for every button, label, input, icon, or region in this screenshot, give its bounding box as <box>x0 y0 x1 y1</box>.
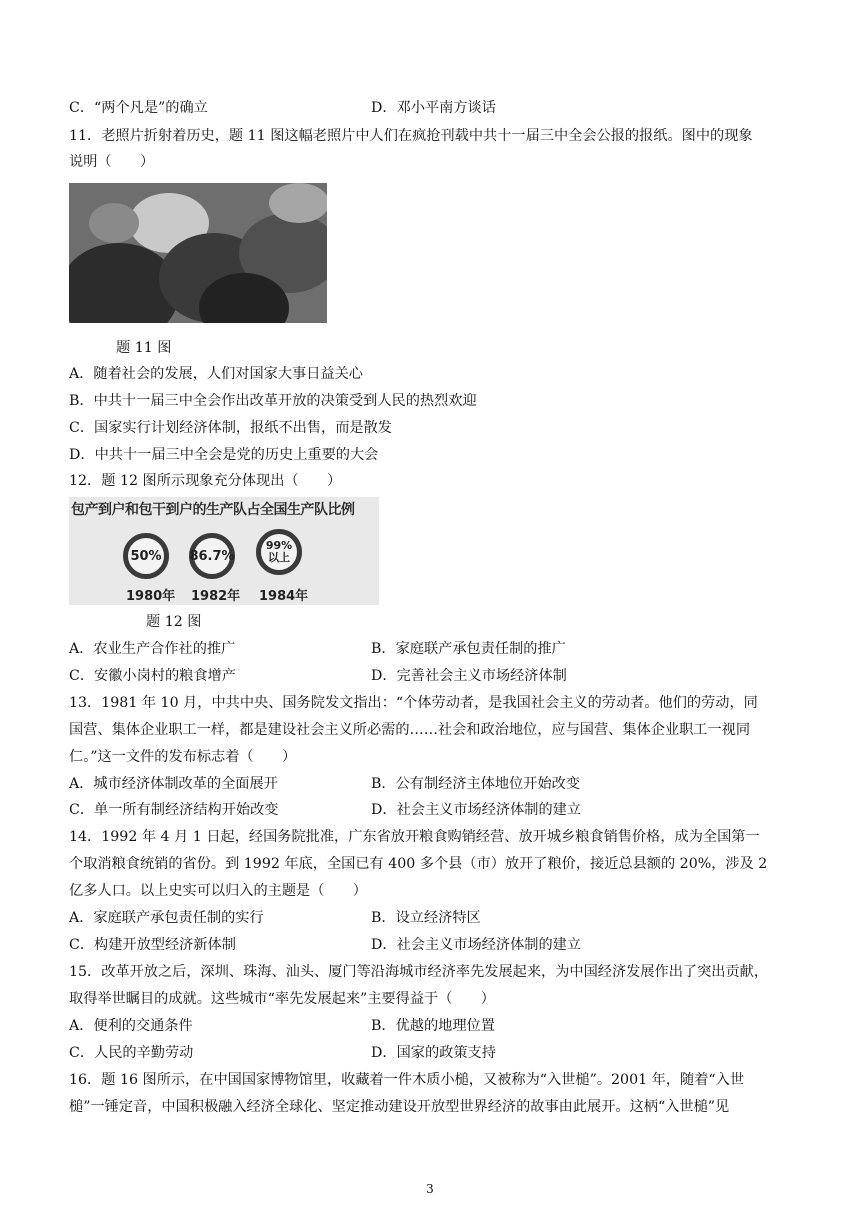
q13-option-c: C．单一所有制经济结构开始改变 <box>69 802 279 818</box>
q14-option-c: C．构建开放型经济新体制 <box>69 937 236 953</box>
chart-value-label-top: 99% <box>265 539 293 552</box>
q11-stem-line1: 11．老照片折射着历史，题 11 图这幅老照片中人们在疯抢刊载中共十一届三中全会公报的报纸。图中的现象 <box>69 128 753 144</box>
q10-option-d: D．邓小平南方谈话 <box>371 100 496 116</box>
q15-option-d: D．国家的政策支持 <box>371 1045 496 1061</box>
q15-option-c: C．人民的辛勤劳动 <box>69 1045 194 1061</box>
q15-stem-line2: 取得举世瞩目的成就。这些城市“率先发展起来”主要得益于（ ） <box>69 991 495 1007</box>
q11-figure-caption: 题 11 图 <box>116 340 172 356</box>
q12-figure-caption: 题 12 图 <box>146 614 202 630</box>
chart-title: 包产到户和包干到户的生产队占全国生产队比例 <box>71 502 355 518</box>
q13-option-b: B．公有制经济主体地位开始改变 <box>371 776 581 792</box>
chart-year-label: 1980年 <box>126 589 176 604</box>
q14-option-d: D．社会主义市场经济体制的建立 <box>371 937 582 953</box>
chart-value-label: 50% <box>130 548 162 564</box>
chart-value-label-bottom: 以上 <box>268 551 290 564</box>
q11-option-b: B．中共十一届三中全会作出改革开放的决策受到人民的热烈欢迎 <box>69 393 477 409</box>
q16-stem-line2: 槌”一锤定音，中国积极融入经济全球化、坚定推动建设开放型世界经济的故事由此展开。这柄“入世槌”见 <box>69 1099 730 1115</box>
q11-option-c: C．国家实行计划经济体制，报纸不出售，而是散发 <box>69 420 392 436</box>
q12-ratio-chart <box>69 497 379 605</box>
q12-option-a: A．农业生产合作社的推广 <box>69 641 236 657</box>
q11-historical-photo <box>69 183 327 323</box>
chart-year-label: 1984年 <box>259 589 309 604</box>
q14-option-b: B．设立经济特区 <box>371 910 481 926</box>
q12-option-d: D．完善社会主义市场经济体制 <box>371 668 567 684</box>
q15-option-a: A．便利的交通条件 <box>69 1018 193 1034</box>
q13-stem-line2: 国营、集体企业职工一样，都是建设社会主义所必需的……社会和政治地位，应与国营、集体企业职工一视同 <box>69 722 751 738</box>
q16-stem-line1: 16．题 16 图所示，在中国国家博物馆里，收藏着一件木质小槌，又被称为“入世槌”。2001 年，随着“入世 <box>69 1072 745 1088</box>
q11-stem-line2: 说明（ ） <box>69 154 155 170</box>
page-number: 3 <box>426 1182 434 1196</box>
chart-year-label: 1982年 <box>191 589 241 604</box>
chart-ring-1980 <box>123 533 169 579</box>
q11-option-d: D．中共十一届三中全会是党的历史上重要的大会 <box>69 447 379 463</box>
q13-option-a: A．城市经济体制改革的全面展开 <box>69 776 278 792</box>
q14-stem-line1: 14．1992 年 4 月 1 日起，经国务院批准，广东省放开粮食购销经营、放开城乡粮食销售价格，成为全国第一 <box>69 829 760 845</box>
chart-value-label: 86.7% <box>189 548 235 564</box>
q12-stem-line1: 12．题 12 图所示现象充分体现出（ ） <box>69 473 342 489</box>
q11-option-a: A．随着社会的发展，人们对国家大事日益关心 <box>69 366 363 382</box>
q15-stem-line1: 15．改革开放之后，深圳、珠海、汕头、厦门等沿海城市经济率先发展起来，为中国经济发展作出了突出贡献， <box>69 964 769 980</box>
chart-ring-1982 <box>189 533 235 579</box>
q14-stem-line3: 亿多人口。以上史实可以归入的主题是（ ） <box>69 883 367 899</box>
q13-stem-line1: 13．1981 年 10 月，中共中央、国务院发文指出：“个体劳动者，是我国社会主义的劳动者。他们的劳动，同 <box>69 695 758 711</box>
q13-option-d: D．社会主义市场经济体制的建立 <box>371 802 582 818</box>
q13-stem-line3: 仁。”这一文件的发布标志着（ ） <box>69 749 297 765</box>
q10-option-c: C．“两个凡是”的确立 <box>69 100 208 116</box>
q12-option-b: B．家庭联产承包责任制的推广 <box>371 641 566 657</box>
q14-option-a: A．家庭联产承包责任制的实行 <box>69 910 264 926</box>
q12-option-c: C．安徽小岗村的粮食增产 <box>69 668 236 684</box>
chart-ring-1984 <box>256 529 302 575</box>
q15-option-b: B．优越的地理位置 <box>371 1018 495 1034</box>
q14-stem-line2: 个取消粮食统销的省份。到 1992 年底，全国已有 400 多个县（市）放开了粮价，接近总县额的 20%，涉及 2 <box>69 856 768 872</box>
